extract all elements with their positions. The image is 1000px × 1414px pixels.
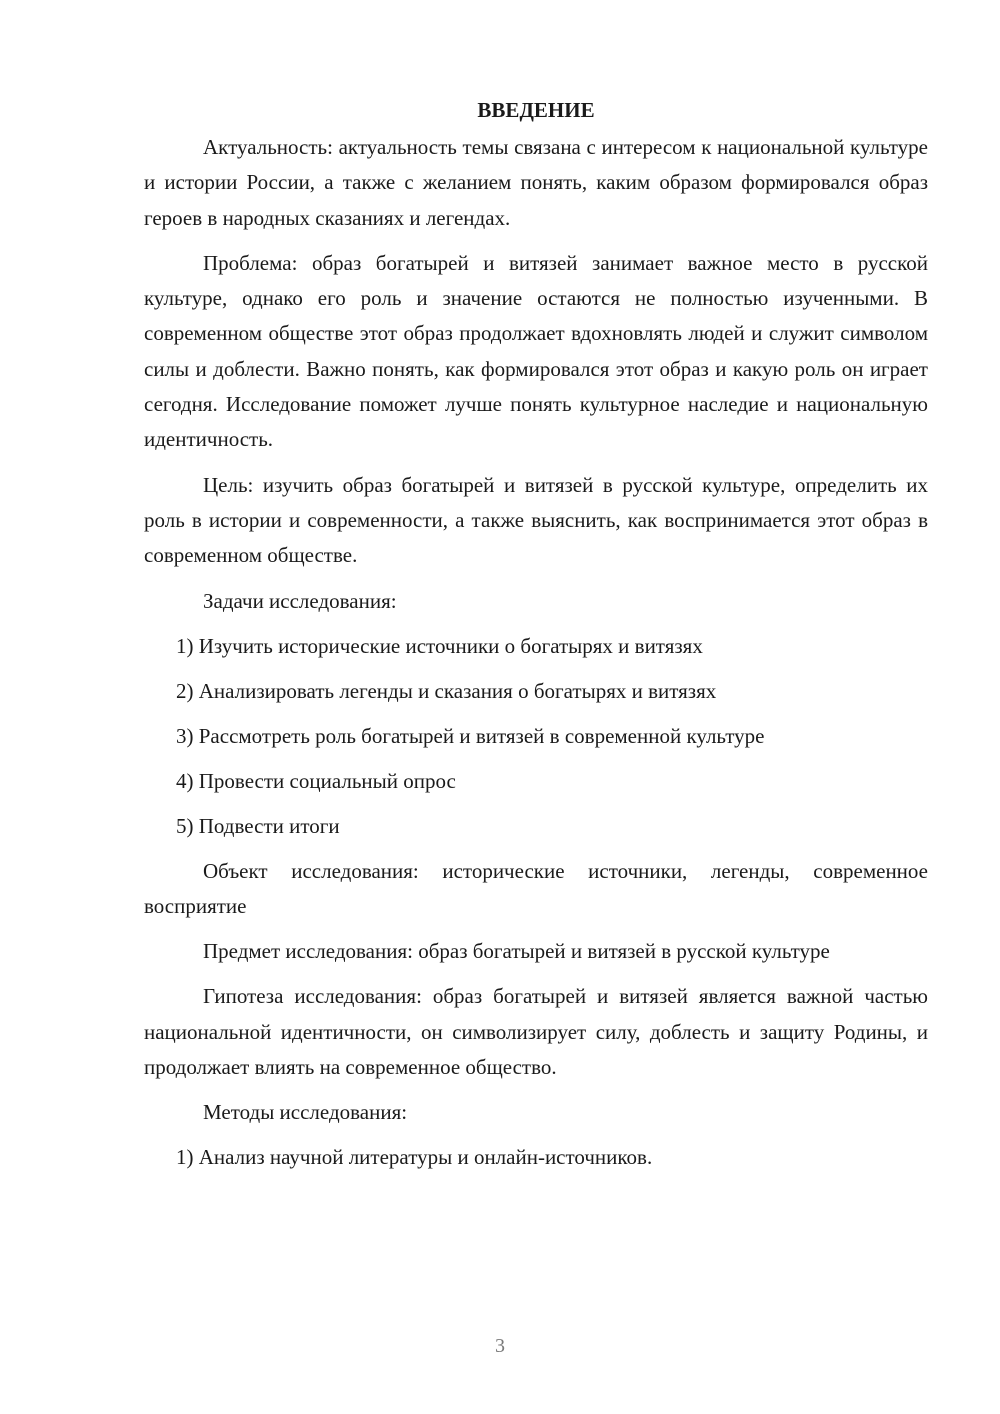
methods-heading: Методы исследования: xyxy=(203,1100,408,1125)
subject-paragraph: Предмет исследования: образ богатырей и витязей в русской культуре xyxy=(203,939,830,964)
document-page xyxy=(144,93,928,1185)
task-item: 2) Анализировать легенды и сказания о богатырях и витязях xyxy=(176,678,717,703)
task-item: 5) Подвести итоги xyxy=(176,813,340,838)
problem-paragraph: Проблема: образ богатырей и витязей занимает важное место в русской культуре, однако его роль и значение остаются не полностью изученными. В современном обществе этот образ продолжает вдохновлять людей и служит символом силы и доблести. Важно понять, как формировался этот образ и какую роль он играет сегодня. Исследование поможет лучше понять культурное наследие и национальную идентичность. xyxy=(144,250,928,452)
goal-paragraph: Цель: изучить образ богатырей и витязей в русской культуре, определить их роль в истории и современности, а также выяснить, как воспринимается этот образ в современном обществе. xyxy=(144,472,928,568)
tasks-heading: Задачи исследования: xyxy=(203,588,397,613)
method-item: 1) Анализ научной литературы и онлайн-источников. xyxy=(176,1145,653,1170)
object-paragraph: Объект исследования: исторические источники, легенды, современное восприятие xyxy=(144,858,928,918)
task-item: 3) Рассмотреть роль богатырей и витязей в современной культуре xyxy=(176,723,765,748)
task-item: 4) Провести социальный опрос xyxy=(176,768,456,793)
page-number: 3 xyxy=(495,1335,505,1357)
relevance-paragraph: Актуальность: актуальность темы связана с интересом к национальной культуре и истории России, а также с желанием понять, каким образом формировался образ героев в народных сказаниях и легендах. xyxy=(144,135,928,230)
page-title: ВВЕДЕНИЕ xyxy=(477,98,595,122)
task-item: 1) Изучить исторические источники о богатырях и витязях xyxy=(176,633,703,658)
hypothesis-paragraph: Гипотеза исследования: образ богатырей и витязей является важной частью национальной идентичности, он символизирует силу, доблесть и защиту Родины, и продолжает влиять на современное общество. xyxy=(144,984,928,1080)
